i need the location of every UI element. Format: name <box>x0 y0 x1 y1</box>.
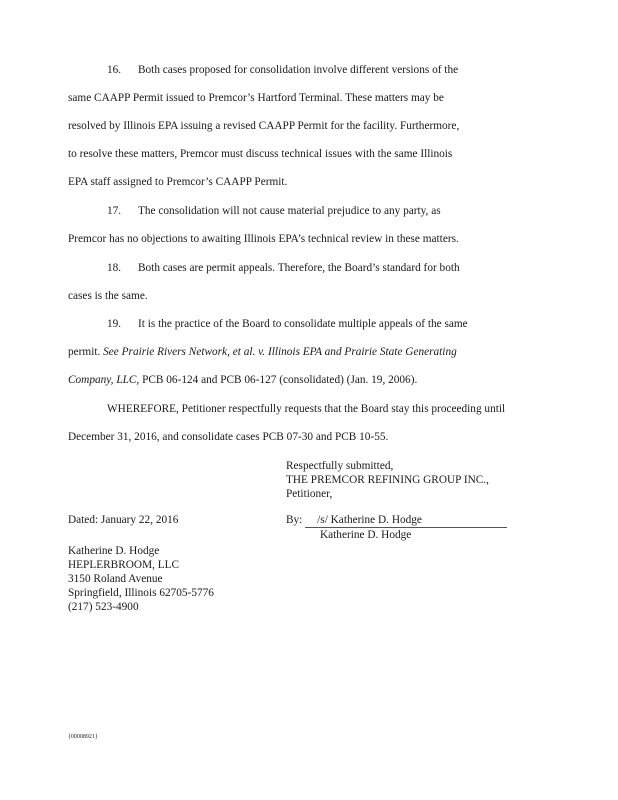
signature-line <box>286 514 507 528</box>
case-citation-italic: See Prairie Rivers Network, et al. v. Illinois EPA and Prairie State Generating <box>103 346 457 358</box>
paragraph-18-line-2: cases is the same. <box>68 290 148 302</box>
phone-number: (217) 523-4900 <box>68 601 139 613</box>
by-label: By: <box>286 514 303 526</box>
respectfully-submitted: Respectfully submitted, <box>286 460 394 472</box>
wherefore-line-2: December 31, 2016, and consolidate cases PCB 07-30 and PCB 10-55. <box>68 431 389 443</box>
date-line: Dated: January 22, 2016 <box>68 514 179 526</box>
paragraph-16-number: 16. <box>107 64 122 76</box>
paragraph-17-number: 17. <box>107 205 122 217</box>
law-firm: HEPLERBROOM, LLC <box>68 559 180 571</box>
signer-name: Katherine D. Hodge <box>320 529 412 541</box>
paragraph-18-line-1 <box>107 262 460 274</box>
paragraph-16-text-1: Both cases proposed for consolidation involve different versions of the <box>138 64 459 76</box>
paragraph-18-number: 18. <box>107 262 122 274</box>
electronic-signature: /s/ Katherine D. Hodge <box>305 514 507 528</box>
company-name: THE PREMCOR REFINING GROUP INC., <box>286 474 489 486</box>
street-address: 3150 Roland Avenue <box>68 573 163 585</box>
paragraph-16-line-1 <box>107 64 458 76</box>
paragraph-16-line-2: same CAAPP Permit issued to Premcor’s Hartford Terminal. These matters may be <box>68 92 444 104</box>
paragraph-19-number: 19. <box>107 318 122 330</box>
wherefore-line-1: WHEREFORE, Petitioner respectfully requests that the Board stay this proceeding until <box>107 403 506 415</box>
document-code: {00008921} <box>68 734 98 740</box>
paragraph-19-line-2 <box>68 346 457 358</box>
paragraph-19-line-1 <box>107 318 468 330</box>
petitioner-label: Petitioner, <box>286 488 333 500</box>
paragraph-17-line-2: Premcor has no objections to awaiting Illinois EPA’s technical review in these matters. <box>68 233 459 245</box>
attorney-name: Katherine D. Hodge <box>68 545 160 557</box>
paragraph-16-line-4: to resolve these matters, Premcor must discuss technical issues with the same Illinois <box>68 148 453 160</box>
paragraph-19-text-2-plain: permit. <box>68 346 104 358</box>
paragraph-19-line-3 <box>68 374 417 386</box>
paragraph-17-line-1 <box>107 205 441 217</box>
paragraph-19-text-3-plain: PCB 06-124 and PCB 06-127 (consolidated) (Jan. 19, 2006). <box>139 374 418 386</box>
city-address: Springfield, Illinois 62705-5776 <box>68 587 214 599</box>
paragraph-19-text-1: It is the practice of the Board to consolidate multiple appeals of the same <box>138 318 468 330</box>
paragraph-17-text-1: The consolidation will not cause material prejudice to any party, as <box>138 205 441 217</box>
paragraph-18-text-1: Both cases are permit appeals. Therefore, the Board’s standard for both <box>138 262 460 274</box>
paragraph-16-line-5: EPA staff assigned to Premcor’s CAAPP Permit. <box>68 176 288 188</box>
case-citation-italic-2: Company, LLC, <box>68 374 140 386</box>
paragraph-16-line-3: resolved by Illinois EPA issuing a revised CAAPP Permit for the facility. Furthermore, <box>68 120 460 132</box>
